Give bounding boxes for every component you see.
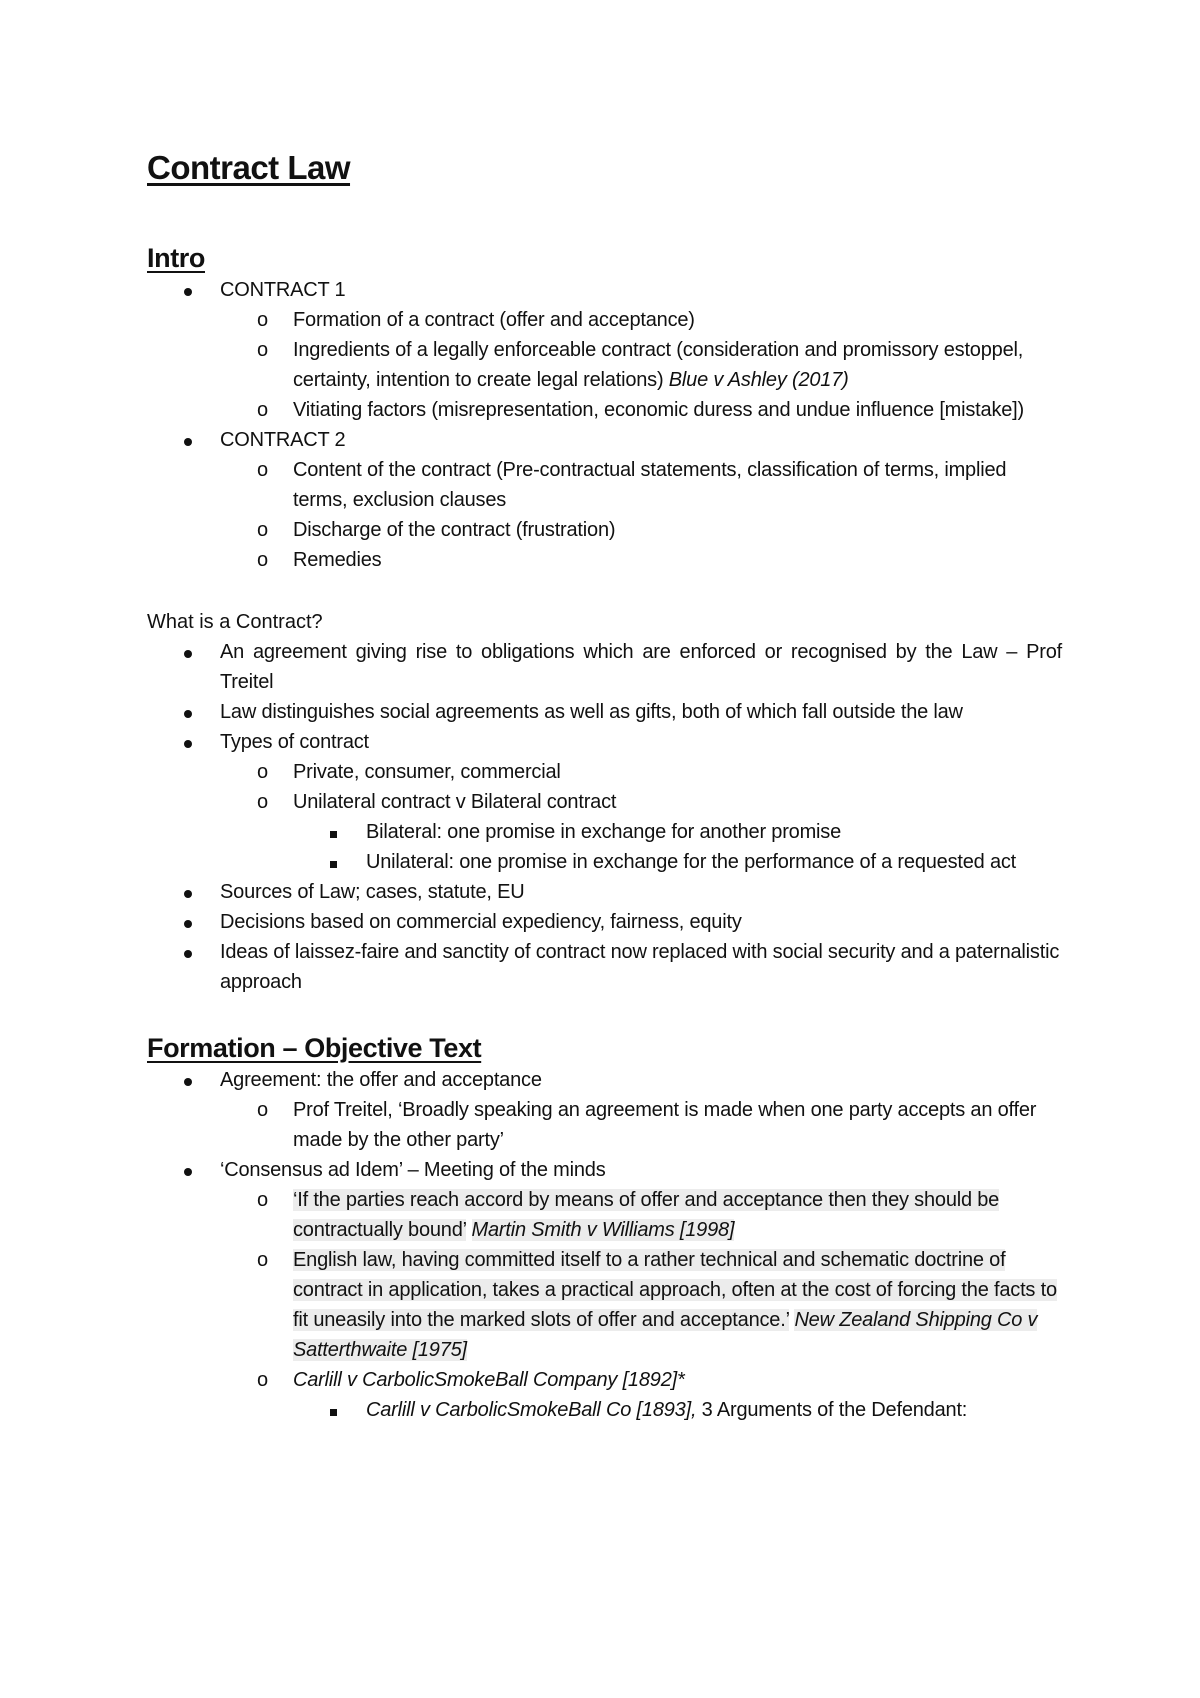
document-page	[147, 148, 1062, 1425]
bullet-icon	[184, 907, 192, 937]
circle-bullet-icon: o	[257, 339, 268, 361]
bullet-icon	[184, 697, 192, 727]
case-citation: Carlill v CarbolicSmokeBall Co [1893],	[366, 1399, 697, 1421]
highlighted-quote: ‘If the parties reach accord by means of offer and acceptance then they should be contractually bound’	[293, 1189, 1000, 1241]
case-citation: Blue v Ashley (2017)	[668, 369, 849, 391]
circle-bullet-icon: o	[257, 761, 268, 783]
bullet-icon	[184, 425, 192, 455]
list-item: o Discharge of the contract (frustration)	[147, 515, 1062, 545]
list-item	[147, 1245, 1062, 1365]
list-item: o Content of the contract (Pre-contractual statements, classification of terms, implied terms, exclusion clauses	[147, 455, 1062, 515]
circle-bullet-icon: o	[257, 791, 268, 813]
list-item: CONTRACT 2 o Content of the contract (Pre-contractual statements, classification of terms, implied terms, exclusion clauses o Discharge of the contract (frustration) o Remedies	[147, 425, 1062, 575]
circle-bullet-icon: o	[257, 399, 268, 421]
list-item: Types of contract o Private, consumer, commercial o Unilateral contract v Bilateral contract Bilateral: one promise in exchange for another promise Unilateral: one promise in exchange for the performance of a requested act	[147, 727, 1062, 877]
list-item	[147, 1185, 1062, 1245]
list-item: Agreement: the offer and acceptance o Prof Treitel, ‘Broadly speaking an agreement is made when one party accepts an offer made by the other party’	[147, 1065, 1062, 1155]
list-item: o Remedies	[147, 545, 1062, 575]
circle-bullet-icon: o	[257, 519, 268, 541]
bullet-icon	[184, 877, 192, 907]
circle-bullet-icon: o	[257, 1249, 268, 1271]
bullet-icon	[184, 937, 192, 967]
list-item: An agreement giving rise to obligations which are enforced or recognised by the Law – Prof Treitel	[147, 637, 1062, 697]
list-item: o Ingredients of a legally enforceable contract (consideration and promissory estoppel, certainty, intention to create legal relations) Blue v Ashley (2017)	[147, 335, 1062, 395]
circle-bullet-icon: o	[257, 309, 268, 331]
circle-bullet-icon: o	[257, 1369, 268, 1391]
list-item: o Prof Treitel, ‘Broadly speaking an agreement is made when one party accepts an offer made by the other party’	[147, 1095, 1062, 1155]
bullet-icon	[184, 1065, 192, 1095]
list-item: o Unilateral contract v Bilateral contract Bilateral: one promise in exchange for another promise Unilateral: one promise in exchange for the performance of a requested act	[147, 787, 1062, 877]
list-item: Sources of Law; cases, statute, EU	[147, 877, 1062, 907]
page-title: Contract Law	[147, 149, 351, 186]
list-item: ‘Consensus ad Idem’ – Meeting of the minds o ‘If the parties reach accord by means of offer and acceptance then they should be contractually bound’ Martin Smith v Williams [1998] o English law, having committed itself to a rather technical and schematic doctrine of contract in application, takes a practical approach, often at the cost of forcing the facts to fit uneasily into the marked slots of offer and acceptance.’ New Zealand Shipping Co v Satterthwaite [1975] o Carlill v CarbolicSmokeBall Company [1892]* Carlill v CarbolicSmokeBall Co [1893], 3 Arguments of the Defendant:	[147, 1155, 1062, 1425]
case-citation: Carlill v CarbolicSmokeBall Company [1892]*	[293, 1369, 685, 1391]
bullet-icon	[184, 637, 192, 667]
list-item: Ideas of laissez-faire and sanctity of contract now replaced with social security and a paternalistic approach	[147, 937, 1062, 997]
square-bullet-icon	[330, 847, 337, 877]
list-item: Carlill v CarbolicSmokeBall Co [1893], 3 Arguments of the Defendant:	[147, 1395, 1062, 1425]
formation-list	[147, 1065, 1062, 1425]
circle-bullet-icon: o	[257, 549, 268, 571]
circle-bullet-icon: o	[257, 1099, 268, 1121]
list-item: Bilateral: one promise in exchange for another promise	[147, 817, 1062, 847]
case-citation: Martin Smith v Williams [1998]	[471, 1219, 735, 1241]
list-item: o Formation of a contract (offer and acceptance)	[147, 305, 1062, 335]
highlighted-quote: English law, having committed itself to a rather technical and schematic doctrine of contract in application, takes a practical approach, often at the cost of forcing the facts to fit uneasily into the marked slots of offer and acceptance.’	[293, 1249, 1057, 1331]
what-is-heading: What is a Contract?	[147, 611, 323, 633]
bullet-icon	[184, 727, 192, 757]
intro-heading: Intro	[147, 243, 205, 273]
intro-list	[147, 275, 1062, 575]
list-item: Law distinguishes social agreements as well as gifts, both of which fall outside the law	[147, 697, 1062, 727]
list-item: o Vitiating factors (misrepresentation, economic duress and undue influence [mistake])	[147, 395, 1062, 425]
bullet-icon	[184, 1155, 192, 1185]
list-item: CONTRACT 1 o Formation of a contract (offer and acceptance) o Ingredients of a legally enforceable contract (consideration and promissory estoppel, certainty, intention to create legal relations) Blue v Ashley (2017) o Vitiating factors (misrepresentation, economic duress and undue influence [mistake])	[147, 275, 1062, 425]
square-bullet-icon	[330, 817, 337, 847]
circle-bullet-icon: o	[257, 459, 268, 481]
square-bullet-icon	[330, 1395, 337, 1425]
list-item: Unilateral: one promise in exchange for the performance of a requested act	[147, 847, 1062, 877]
what-is-list	[147, 637, 1062, 997]
formation-heading: Formation – Objective Text	[147, 1033, 482, 1063]
list-item: o Private, consumer, commercial	[147, 757, 1062, 787]
case-citation: New Zealand Shipping Co v Satterthwaite [1975]	[293, 1309, 1038, 1361]
bullet-icon	[184, 275, 192, 305]
circle-bullet-icon: o	[257, 1189, 268, 1211]
list-item: Decisions based on commercial expediency, fairness, equity	[147, 907, 1062, 937]
list-item	[147, 1365, 1062, 1425]
